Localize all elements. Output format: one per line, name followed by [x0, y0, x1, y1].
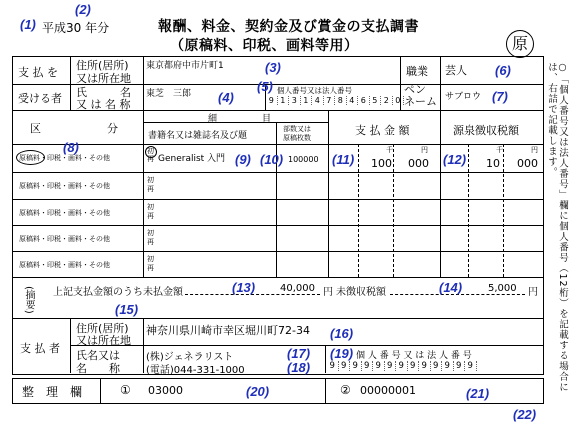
row-1-pay-yen: 000 [408, 157, 429, 170]
payer-number-digits [327, 361, 477, 371]
digit: 9 [339, 361, 351, 371]
payer-name-label-1: 氏名又は [76, 349, 120, 362]
row-5-mark: 初 再 [147, 255, 154, 272]
digit: 9 [396, 361, 408, 371]
digit: 4 [347, 96, 359, 105]
footer-field-2-mark: ② [340, 383, 351, 397]
col-category: 区 分 [30, 122, 118, 135]
payee-label-2: 受ける者 [18, 92, 62, 105]
category-row-2: 原稿料・印税・画料・その他 [19, 182, 110, 190]
marker-6: (6) [495, 63, 511, 78]
digit: 9 [385, 361, 397, 371]
digit: 7 [324, 96, 336, 105]
marker-7: (7) [492, 89, 508, 104]
year-label: 平成30 年分 [42, 21, 110, 35]
footer-field-2-value: 00000001 [360, 384, 416, 397]
payee-name-label-1: 氏 名 [76, 86, 131, 99]
unpaid-label: 上記支払金額のうち未払金額 [53, 287, 183, 298]
marker-12: (12) [443, 152, 467, 167]
payee-label-1: 支 払 を [18, 66, 58, 79]
tax-unit-thousand: 千 [496, 146, 503, 154]
col-payment: 支 払 金 額 [355, 124, 410, 137]
payer-address-label-1: 住所(居所) [76, 322, 129, 335]
digit: 9 [327, 361, 339, 371]
marker-15: (15) [115, 302, 139, 317]
digit: 1 [278, 96, 290, 105]
marker-21: (21) [466, 386, 490, 401]
payer-name-label-2: 名 称 [76, 362, 120, 375]
row-3-mark: 初 再 [147, 203, 154, 220]
payer-address-label-2: 又は所在地 [76, 334, 131, 347]
payee-address-label-2: 又は所在地 [76, 72, 131, 85]
category-row-3: 原稿料・印税・画料・その他 [19, 209, 110, 217]
marker-5: (5) [257, 79, 273, 94]
category-row-4: 原稿料・印税・画料・その他 [19, 235, 110, 243]
col-book: 書籍名又は雑誌名及び題 [148, 131, 248, 141]
unwithheld-label: 未徴収税額 [336, 287, 386, 298]
col-copies-1: 部数又は [283, 125, 311, 133]
digit: 9 [362, 361, 374, 371]
digit: 9 [266, 96, 278, 105]
col-copies-2: 原稿枚数 [283, 134, 311, 142]
unwithheld-unit: 円 [528, 287, 538, 298]
payer-name: (株)ジェネラリスト [146, 352, 234, 363]
marker-4: (4) [218, 90, 234, 105]
footer-frame [12, 378, 544, 404]
form-subtitle: （原稿料、印税、画料等用） [170, 38, 359, 54]
digit: 4 [312, 96, 324, 105]
footer-label: 整 理 欄 [22, 385, 83, 399]
penname-label: ペン ネーム [404, 83, 437, 108]
row-1-copies: 100000 [288, 155, 319, 164]
marker-1: (1) [20, 17, 36, 32]
marker-3: (3) [265, 60, 281, 75]
marker-17: (17) [287, 346, 311, 361]
digit: 9 [454, 361, 466, 371]
unpaid-value: 40,000 [280, 283, 315, 294]
col-tax: 源泉徴収税額 [453, 124, 519, 137]
marker-9: (9) [235, 152, 251, 167]
penname: サブロウ [445, 92, 482, 102]
payee-name: 東芝 三郎 [146, 89, 192, 99]
unwithheld-value: 5,000 [488, 283, 517, 294]
digit: 9 [350, 361, 362, 371]
marker-13: (13) [232, 280, 256, 295]
col-detail: 細 目 [208, 114, 272, 124]
payer-address: 神奈川県川崎市幸区堀川町72-34 [146, 324, 310, 337]
payer-number-label: 個 人 番 号 又 は 法 人 番 号 [356, 351, 472, 361]
first-print-circle [145, 146, 157, 158]
category-row-5: 原稿料・印税・画料・その他 [19, 261, 110, 269]
marker-10: (10) [260, 152, 284, 167]
marker-8: (8) [63, 140, 79, 155]
pay-unit-yen: 円 [421, 146, 428, 154]
marker-20: (20) [246, 384, 270, 399]
digit: 3 [289, 96, 301, 105]
row-1-pay-thousand: 100 [371, 157, 392, 170]
digit: 0 [393, 96, 405, 105]
row-2-mark: 初 再 [147, 176, 154, 193]
row-1-tax-thousand: 10 [486, 157, 500, 170]
footer-field-1-value: 03000 [148, 384, 183, 397]
row-4-mark: 初 再 [147, 229, 154, 246]
payee-address-label-1: 住所(居所) [76, 59, 129, 72]
digit: 5 [370, 96, 382, 105]
occupation-label: 職業 [406, 65, 428, 78]
side-note: ○「個人番号又は法人番号」欄に個人番号（12桁）を記載する場合には、右詰で記載します。 [546, 62, 568, 393]
marker-14: (14) [439, 280, 463, 295]
digit: 8 [335, 96, 347, 105]
digit: 9 [465, 361, 477, 371]
category-row-1: 原稿料・印税・画料・その他 [19, 154, 110, 162]
digit: 9 [431, 361, 443, 371]
marker-19: (19) [330, 346, 354, 361]
digit: 9 [442, 361, 454, 371]
marker-16: (16) [330, 326, 354, 341]
digit: 1 [301, 96, 313, 105]
footer-field-1-mark: ① [120, 383, 131, 397]
marker-2: (2) [75, 2, 91, 17]
form-title: 報酬、料金、契約金及び賞金の支払調書 [158, 19, 419, 35]
payee-address: 東京都府中市片町1 [146, 61, 224, 71]
remarks-label: (摘要) [23, 286, 34, 314]
digit: 6 [358, 96, 370, 105]
payee-number-label: 個人番号又は法人番号 [277, 86, 352, 95]
tax-unit-yen: 円 [531, 146, 538, 154]
marker-22: (22) [513, 407, 537, 422]
digit: 9 [373, 361, 385, 371]
row-1-mark: 初 再 [147, 147, 154, 163]
unpaid-unit: 円 [323, 287, 333, 298]
marker-11: (11) [332, 152, 355, 167]
occupation: 芸人 [445, 64, 467, 77]
payer-label: 支 払 者 [20, 342, 60, 355]
marker-18: (18) [287, 360, 311, 375]
payee-number-digits [266, 96, 404, 105]
row-1-book: Generalist 入門 [158, 154, 226, 164]
row-1-tax-yen: 000 [517, 157, 538, 170]
payee-name-label-2: 又 は 名 称 [76, 98, 131, 111]
digit: 2 [381, 96, 393, 105]
pay-unit-thousand: 千 [386, 146, 393, 154]
category-stamp: 原 [506, 30, 534, 58]
digit: 9 [408, 361, 420, 371]
payer-phone: (電話)044-331-1000 [146, 365, 245, 376]
digit: 9 [419, 361, 431, 371]
